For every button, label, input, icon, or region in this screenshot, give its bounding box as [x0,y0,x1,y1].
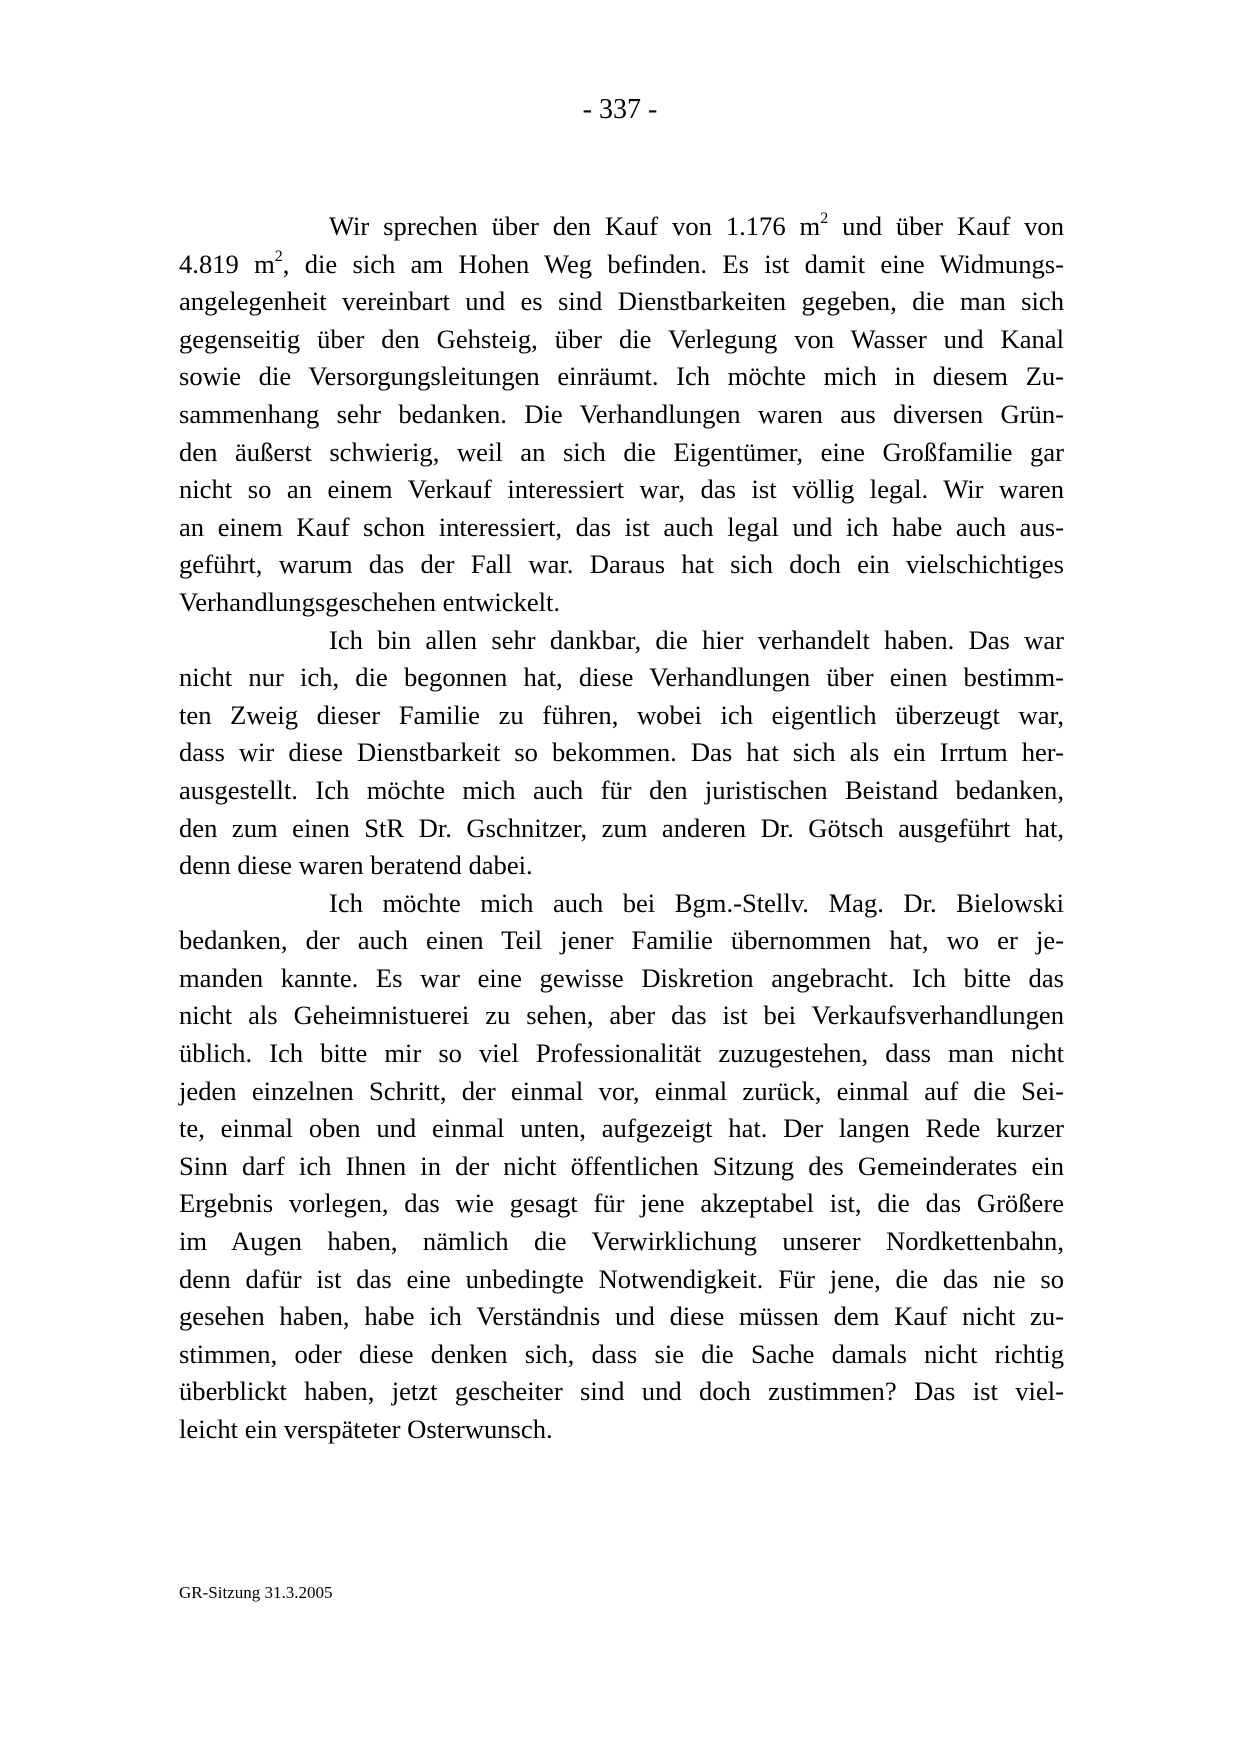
text-segment: stimmen, oder diese denken sich, dass sie die Sache damals nicht richtig [179,1338,1064,1369]
body-text [179,208,1064,1449]
text-segment: ausgestellt. Ich möchte mich auch für den juristischen Beistand bedanken, [179,774,1064,805]
text-line [179,1336,1064,1374]
text-line [179,659,1064,697]
text-line [179,1110,1064,1148]
text-segment: denn diese waren beratend dabei. [179,850,533,881]
text-line [179,1073,1064,1111]
text-segment: denn dafür ist das eine unbedingte Notwendigkeit. Für jene, die das nie so [179,1263,1064,1294]
text-segment: angelegenheit vereinbart und es sind Dienstbarkeiten gegeben, die man sich [179,286,1064,317]
text-line [179,358,1064,396]
text-segment: bedanken, der auch einen Teil jener Familie übernommen hat, wo er je- [179,925,1064,956]
text-segment: dass wir diese Dienstbarkeit so bekommen. Das hat sich als ein Irrtum her- [179,737,1064,768]
text-line [179,697,1064,735]
text-line [179,734,1064,772]
text-segment: nicht als Geheimnistuerei zu sehen, aber das ist bei Verkaufsverhandlungen [179,1000,1064,1031]
text-line [179,509,1064,547]
text-segment: ten Zweig dieser Familie zu führen, wobei ich eigentlich überzeugt war, [179,699,1064,730]
text-line [179,1185,1064,1223]
text-line [179,772,1064,810]
text-segment: , die sich am Hohen Weg befinden. Es ist damit eine Widmungs- [282,248,1065,279]
text-segment: Ich bin allen sehr dankbar, die hier verhandelt haben. Das war [329,624,1064,655]
text-line [179,1373,1064,1411]
text-segment: überblickt haben, jetzt gescheiter sind und doch zustimmen? Das ist viel- [179,1376,1064,1407]
text-segment: geführt, warum das der Fall war. Daraus hat sich doch ein vielschichtiges [179,549,1064,580]
text-segment: Wir sprechen über den Kauf von 1.176 m [329,211,821,241]
text-line [179,283,1064,321]
text-line [179,810,1064,848]
text-segment: den äußerst schwierig, weil an sich die Eigentümer, eine Großfamilie gar [179,436,1064,467]
text-line [179,396,1064,434]
text-segment: an einem Kauf schon interessiert, das ist auch legal und ich habe auch aus- [179,511,1064,542]
text-line [179,1223,1064,1261]
text-line [179,208,1064,246]
superscript: 2 [274,247,283,265]
text-segment: nicht nur ich, die begonnen hat, diese Verhandlungen über einen bestimm- [179,662,1064,693]
text-line [179,1148,1064,1186]
text-line [179,1298,1064,1336]
text-segment: Ich möchte mich auch bei Bgm.-Stellv. Mag. Dr. Bielowski [329,887,1064,918]
text-segment: nicht so an einem Verkauf interessiert war, das ist völlig legal. Wir waren [179,474,1064,505]
text-line [179,1261,1064,1299]
text-segment: sammenhang sehr bedanken. Die Verhandlungen waren aus diversen Grün- [179,398,1064,429]
text-line [179,622,1064,660]
footer: GR-Sitzung 31.3.2005 [179,1583,333,1602]
text-segment: leicht ein verspäteter Osterwunsch. [179,1414,553,1444]
text-segment: Ergebnis vorlegen, das wie gesagt für jene akzeptabel ist, die das Größere [179,1188,1064,1219]
text-line [179,1411,1064,1449]
text-segment: manden kannte. Es war eine gewisse Diskretion angebracht. Ich bitte das [179,962,1064,993]
text-segment: 4.819 m [179,248,275,279]
text-segment: und über Kauf von [828,211,1064,241]
text-line [179,847,1064,885]
text-segment: sowie die Versorgungsleitungen einräumt. Ich möchte mich in diesem Zu- [179,361,1064,392]
text-line [179,584,1064,622]
text-segment: üblich. Ich bitte mir so viel Professionalität zuzugestehen, dass man nicht [179,1038,1064,1069]
text-segment: gegenseitig über den Gehsteig, über die Verlegung von Wasser und Kanal [179,323,1064,354]
text-line [179,885,1064,923]
text-segment: im Augen haben, nämlich die Verwirklichung unserer Nordkettenbahn, [179,1226,1064,1257]
text-line [179,960,1064,998]
text-line [179,546,1064,584]
text-line [179,997,1064,1035]
text-line [179,1035,1064,1073]
page-number: - 337 - [582,94,658,125]
text-line [179,471,1064,509]
text-line [179,922,1064,960]
text-segment: jeden einzelnen Schritt, der einmal vor, einmal zurück, einmal auf die Sei- [179,1075,1064,1106]
text-line [179,321,1064,359]
text-segment: Sinn darf ich Ihnen in der nicht öffentlichen Sitzung des Gemeinderates ein [179,1150,1064,1181]
text-line [179,246,1064,284]
text-line [179,434,1064,472]
text-segment: te, einmal oben und einmal unten, aufgezeigt hat. Der langen Rede kurzer [179,1113,1064,1144]
superscript: 2 [820,210,829,227]
text-segment: gesehen haben, habe ich Verständnis und diese müssen dem Kauf nicht zu- [179,1301,1064,1332]
text-segment: Verhandlungsgeschehen entwickelt. [179,586,561,617]
text-segment: den zum einen StR Dr. Gschnitzer, zum anderen Dr. Götsch ausgeführt hat, [179,812,1064,843]
